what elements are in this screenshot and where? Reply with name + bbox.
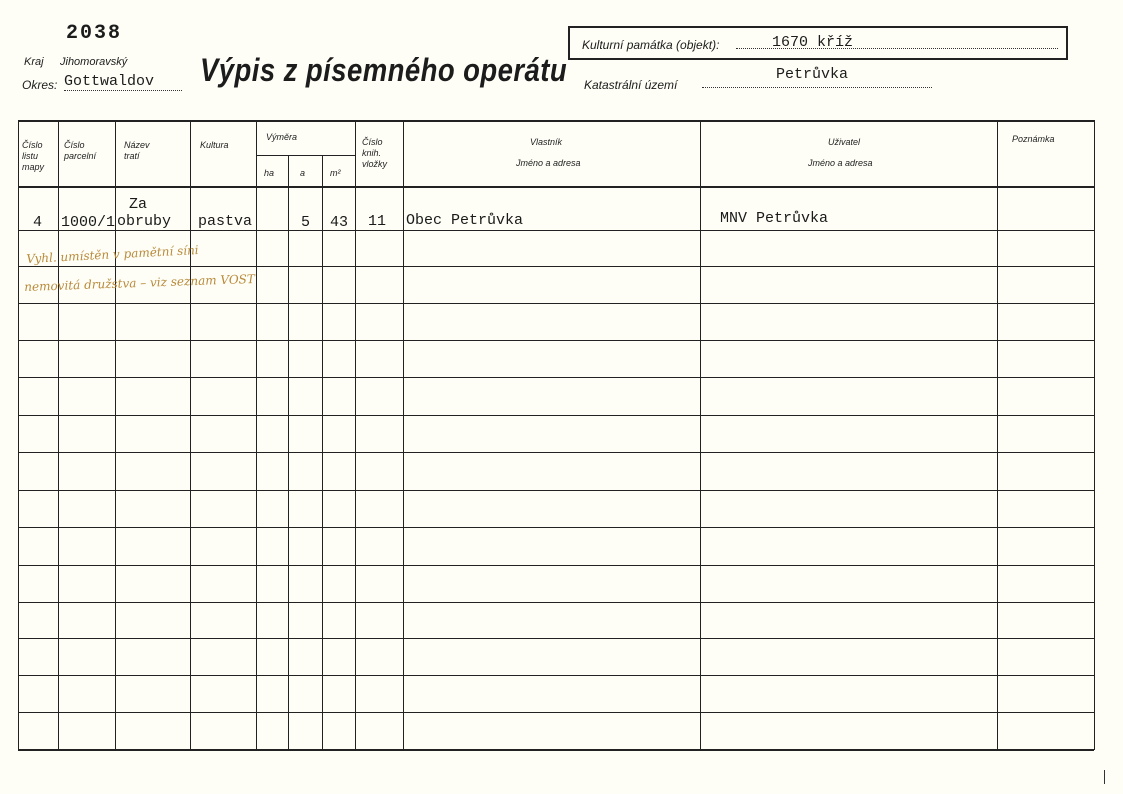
grid-hline bbox=[18, 266, 1094, 267]
grid-vline bbox=[190, 120, 191, 750]
kraj-value: Jihomoravský bbox=[60, 56, 128, 68]
cell-m2: 43 bbox=[330, 214, 349, 231]
grid-hline bbox=[18, 565, 1094, 566]
grid-hline bbox=[18, 230, 1094, 231]
cell-parcela: 1000/1 bbox=[61, 214, 116, 231]
grid-vline bbox=[997, 120, 998, 750]
grid-vline bbox=[355, 120, 356, 750]
katastralni-uzemi-value: Petrůvka bbox=[776, 66, 849, 83]
card-number: 2038 bbox=[66, 22, 123, 45]
col-header-nazev-trati: Název tratí bbox=[124, 140, 150, 161]
grid-vline bbox=[58, 120, 59, 750]
grid-vline bbox=[256, 120, 257, 750]
grid-hline bbox=[18, 186, 1094, 188]
okres-label: Okres: bbox=[22, 78, 58, 92]
col-header-poznamka: Poznámka bbox=[1012, 134, 1055, 144]
grid-hline bbox=[18, 490, 1094, 491]
col-header-vymera: Výměra bbox=[266, 132, 298, 142]
katastralni-uzemi-label: Katastrální území bbox=[584, 78, 678, 92]
grid-hline bbox=[18, 377, 1094, 378]
grid-hline bbox=[18, 340, 1094, 341]
grid-vline bbox=[115, 120, 116, 750]
grid-hline bbox=[18, 527, 1094, 528]
cell-vlozka: 11 bbox=[368, 213, 387, 230]
grid-vline bbox=[403, 120, 404, 750]
cell-vlastnik: Obec Petrůvka bbox=[406, 212, 524, 229]
col-header-a: a bbox=[300, 168, 306, 178]
col-header-cislo-parcelni: Číslo parcelní bbox=[64, 140, 97, 161]
grid-hline bbox=[18, 120, 1094, 122]
cell-trat-line1: Za bbox=[129, 196, 148, 213]
grid-hline bbox=[256, 155, 355, 156]
kulturni-pamatka-label: Kulturní památka (objekt): bbox=[582, 38, 720, 52]
col-header-cislo-vlozky: Číslo knih. vložky bbox=[362, 137, 388, 169]
grid-hline bbox=[18, 749, 1094, 751]
cell-list: 4 bbox=[33, 214, 43, 231]
col-header-cislo-listu: Číslo listu mapy bbox=[22, 140, 45, 172]
grid-vline bbox=[1094, 120, 1095, 750]
okres-value: Gottwaldov bbox=[64, 73, 182, 91]
kulturni-pamatka-value: 1670 kříž bbox=[772, 34, 854, 51]
cell-uzivatel: MNV Petrůvka bbox=[720, 210, 829, 227]
grid-vline bbox=[18, 120, 19, 750]
grid-vline bbox=[700, 120, 701, 750]
grid-hline bbox=[18, 415, 1094, 416]
katastralni-uzemi-dotted-line bbox=[702, 87, 932, 88]
col-header-ha: ha bbox=[264, 168, 275, 178]
grid-hline bbox=[18, 638, 1094, 639]
page-title: Výpis z písemného operátu bbox=[200, 52, 568, 88]
kraj-label: Kraj bbox=[24, 56, 44, 68]
edge-mark bbox=[1104, 770, 1105, 784]
handwritten-note-line2: nemovitá družstva – viz seznam VOST bbox=[24, 271, 256, 294]
col-header-vlastnik: Vlastník bbox=[530, 137, 563, 147]
col-header-vlastnik-sub: Jméno a adresa bbox=[516, 158, 581, 168]
col-header-uzivatel: Uživatel bbox=[828, 137, 861, 147]
grid-hline bbox=[18, 675, 1094, 676]
grid-hline bbox=[18, 303, 1094, 304]
col-header-uzivatel-sub: Jméno a adresa bbox=[808, 158, 873, 168]
col-header-m2: m² bbox=[330, 168, 341, 178]
col-header-kultura: Kultura bbox=[200, 140, 229, 150]
cell-trat-line2: obruby bbox=[117, 213, 172, 230]
cell-kultura: pastva bbox=[198, 213, 253, 230]
grid-hline bbox=[18, 712, 1094, 713]
grid-hline bbox=[18, 452, 1094, 453]
handwritten-note-line1: Vyhl. umístěn v pamětní síni bbox=[26, 242, 199, 266]
cell-a: 5 bbox=[301, 214, 311, 231]
grid-hline bbox=[18, 602, 1094, 603]
